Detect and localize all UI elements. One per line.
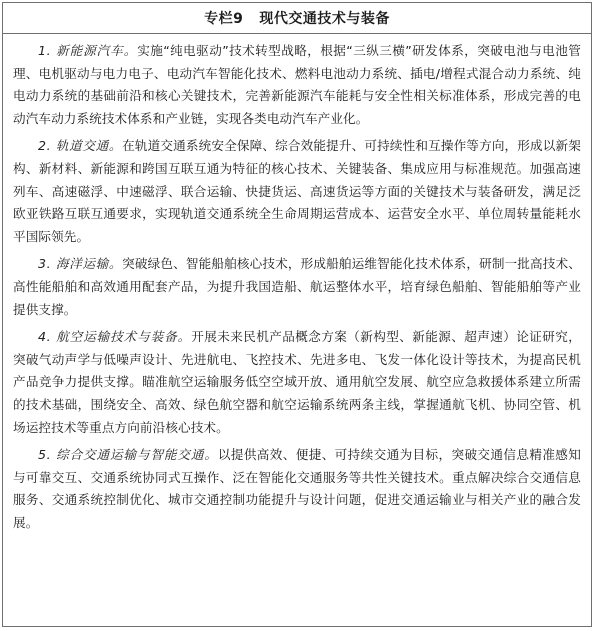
section-body: 开展未来民机产品概念方案（新构型、新能源、超声速）论证研究，突破气动声学与低噪声设计、先进航电、飞控技术、先进多电、飞发一体化设计等技术，为提高民机产品竞争力提供支撑。瞄准航空运输服务低空空域开放、通用航空发展、航空应急救援体系建立所需的技术基础，围绕安全、高效、绿色航空器和航空运输系统两条主线，掌握通航飞机、协同空管、机场运控技术等重点方向前沿核心技术。 [13, 329, 582, 435]
section-aviation [13, 326, 581, 439]
column-header [3, 3, 591, 34]
column-code: 专栏9 [204, 11, 244, 27]
section-new-energy-vehicles [13, 40, 581, 130]
section-maritime-transport [13, 253, 581, 321]
section-rail-transit [13, 135, 581, 248]
section-body: 实施“纯电驱动”技术转型战略，根据“三纵三横”研发体系，突破电池与电池管理、电机驱动与电力电子、电动汽车智能化技术、燃料电池动力系统、插电/增程式混合动力系统、纯电动力系统的基础前沿和核心关键技术，完善新能源汽车能耗与安全性相关标准体系，形成完善的电动汽车动力系统技术体系和产业链，实现各类电动汽车产业化。 [13, 43, 581, 126]
section-body: 以提供高效、便捷、可持续交通为目标，突破交通信息精准感知与可靠交互、交通系统协同式互操作、泛在智能化交通服务等共性关键技术。重点解决综合交通信息服务、交通系统控制优化、城市交通控制功能提升与设计问题，促进交通运输业与相关产业的融合发展。 [13, 447, 581, 530]
column-box [2, 2, 592, 627]
section-body: 在轨道交通系统安全保障、综合效能提升、可持续性和互操作等方向，形成以新架构、新材料、新能源和跨国互联互通为特征的核心技术、关键装备、集成应用与标准规范。加强高速列车、高速磁浮、中速磁浮、联合运输、快捷货运、高速货运等方面的关键技术与装备研发，满足泛欧亚铁路互联互通要求，实现轨道交通系统全生命周期运营成本、运营安全水平、单位周转量能耗水平国际领先。 [13, 138, 581, 244]
section-heading: 4. 航空运输技术与装备。 [38, 329, 192, 345]
section-heading: 2. 轨道交通。 [38, 138, 123, 154]
section-heading: 1. 新能源汽车。 [38, 43, 138, 58]
column-title: 现代交通技术与装备 [259, 11, 390, 27]
section-heading: 5. 综合交通运输与智能交通。 [38, 447, 218, 463]
section-intelligent-transport [13, 444, 581, 534]
column-content [3, 34, 591, 534]
section-heading: 3. 海洋运输。 [38, 256, 123, 272]
section-body: 突破绿色、智能船舶核心技术，形成船舶运维智能化技术体系，研制一批高技术、高性能船舶和高效通用配套产品，为提升我国造船、航运整体水平，培育绿色船舶、智能船舶等产业提供支撑。 [13, 256, 581, 317]
